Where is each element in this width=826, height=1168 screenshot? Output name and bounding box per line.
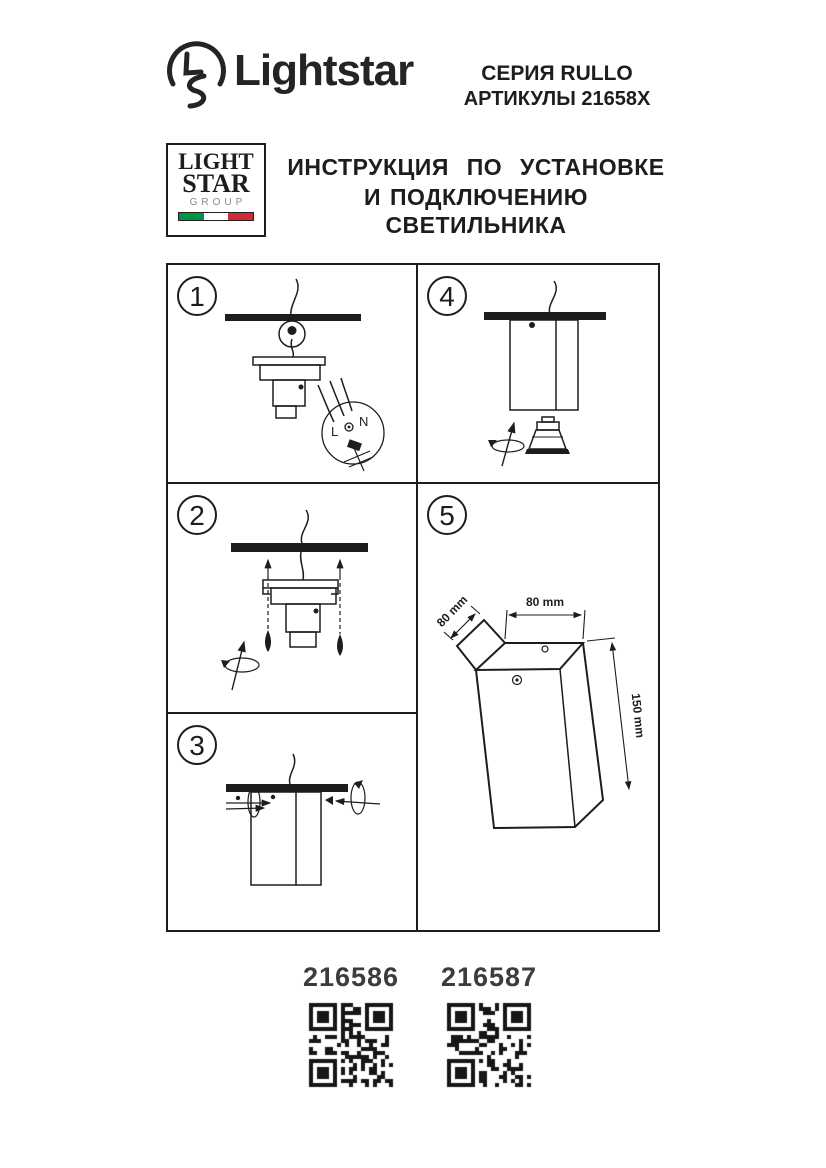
- step-4-number: 4: [427, 276, 467, 316]
- qr-code: [308, 1002, 394, 1088]
- logo-line-group: GROUP: [189, 197, 247, 208]
- title-line-2: И ПОДКЛЮЧЕНИЮ СВЕТИЛЬНИКА: [364, 184, 588, 238]
- step-5-number: 5: [427, 495, 467, 535]
- step-3-panel: [168, 714, 418, 930]
- article-number-2: 216587: [440, 962, 538, 992]
- dimension-width-label: 80 mm: [525, 595, 565, 609]
- articles-line: АРТИКУЛЫ 21658X: [463, 88, 651, 110]
- step-2-panel: [168, 484, 418, 714]
- step-1-panel: [168, 265, 418, 484]
- article-number-1: 216586: [302, 962, 400, 992]
- wiring-live-label: L: [331, 424, 339, 439]
- step-5-illustration: [418, 484, 658, 930]
- logo-line-light: LIGHT: [178, 149, 254, 174]
- brand-wordmark: Lightstar: [234, 46, 414, 95]
- step-1-number: 1: [177, 276, 217, 316]
- qr-code: [446, 1002, 532, 1088]
- italy-flag: [178, 212, 254, 221]
- instruction-grid: [166, 263, 660, 932]
- page-title: [270, 152, 682, 239]
- step-2-number: 2: [177, 495, 217, 535]
- step-5-panel: [418, 484, 658, 930]
- dimension-depth-label: 80 mm: [433, 592, 471, 630]
- lightstar-bulb-icon: [160, 34, 236, 116]
- dimension-height-label: 150 mm: [628, 692, 648, 739]
- step-4-panel: [418, 265, 658, 484]
- series-name: СЕРИЯ RULLO: [481, 62, 633, 85]
- wiring-neutral-label: N: [359, 414, 369, 429]
- lightstar-group-logo: [166, 143, 266, 237]
- step-3-number: 3: [177, 725, 217, 765]
- logo-line-star: STAR: [182, 169, 250, 198]
- series-block: [437, 60, 677, 111]
- title-line-1: ИНСТРУКЦИЯ ПО УСТАНОВКЕ: [287, 154, 665, 180]
